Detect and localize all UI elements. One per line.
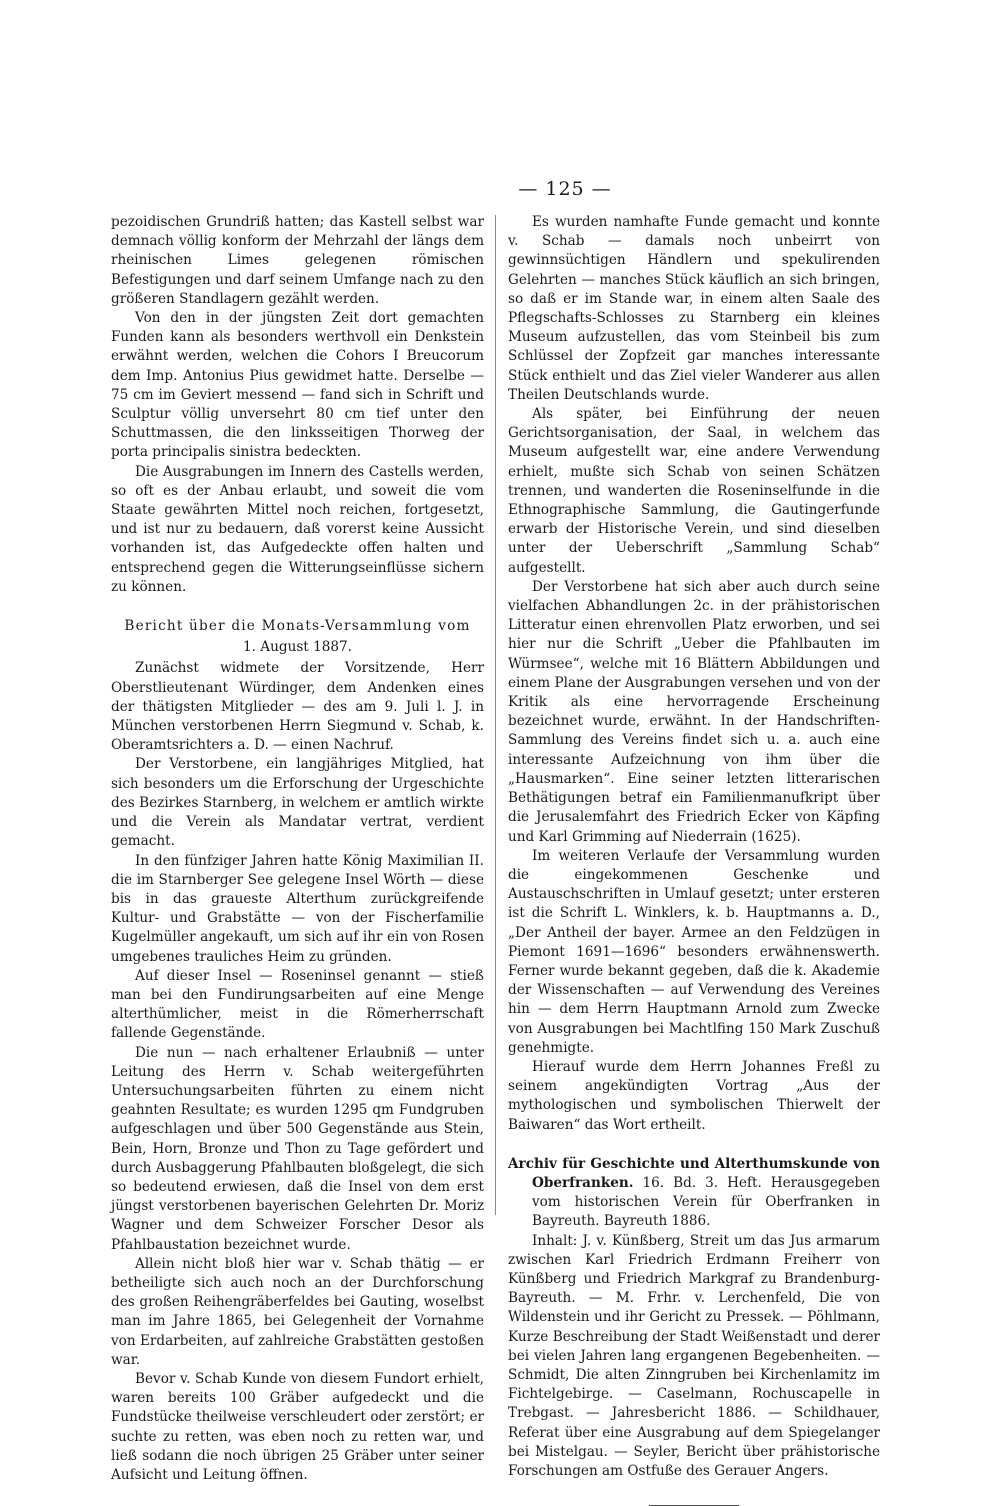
paragraph: Die Ausgrabungen im Innern des Castells werden, so oft es der Anbau erlaubt, und soweit die vom Staate gewährten Mittel noch reichen, fortgesetzt, und ist nur zu bedauern, daß vorerst keine Aussicht vorhanden ist, das Aufgedeckte offen halten und entsprechend gegen die Witterungseinflüsse sichern zu können. bbox=[111, 463, 484, 595]
left-column bbox=[111, 213, 484, 1485]
paragraph: Inhalt: J. v. Künßberg, Streit um das Jus armarum zwischen Karl Friedrich Erdmann Freiherr von Künßberg und Friedrich Markgraf zu Brandenburg-Bayreuth. — M. Frhr. v. Lerchenfeld, Die von Wildenstein und ihr Gericht zu Pressek. — Pöhlmann, Kurze Beschreibung der Stadt Weißenstadt und derer bei vielen Jahren lang ergangenen Begebenheiten. — Schmidt, Die alten Zinngruben bei Kirchenlamitz im Fichtelgebirge. — Caselmann, Rochuscapelle in Trebgast. — Jahresbericht 1886. — Schildhauer, Referat über eine Ausgrabung auf dem Spiegelanger bei Mistelgau. — Seyler, Bericht über prähistorische Forschungen am Ostfuße des Gerauer Angers. bbox=[508, 1232, 880, 1479]
paragraph: Allein nicht bloß hier war v. Schab thätig — er betheiligte sich auch noch an der Durchforschung des großen Reihengräberfeldes bei Gauting, woselbst man im Jahre 1865, bei Gelegenheit der Vornahme von Erdarbeiten, auf zahlreiche Grabstätten gestoßen war. bbox=[111, 1255, 484, 1368]
paragraph: Im weiteren Verlaufe der Versammlung wurden die eingekommenen Geschenke und Austauschschriften in Umlauf gesetzt; unter ersteren ist die Schrift L. Winklers, k. b. Hauptmanns a. D., „Der Antheil der bayer. Armee an den Feldzügen in Piemont 1691—1696“ besonders erwähnenswerth. Ferner wurde bekannt gegeben, daß die k. Akademie der Wissenschaften — auf Verwendung des Vereines hin — dem Herrn Hauptmann Arnold zum Zwecke von Ausgrabungen bei Machtlfing 150 Mark Zuschuß genehmigte. bbox=[508, 847, 880, 1056]
section-heading: Bericht über die Monats-Versammlung vom bbox=[124, 618, 471, 635]
bibliographic-entry bbox=[508, 1155, 880, 1232]
paragraph: Zunächst widmete der Vorsitzende, Herr Oberstlieutenant Würdinger, dem Andenken eines der thätigsten Mitglieder — des am 9. Juli l. J. in München verstorbenen Herrn Siegmund v. Schab, k. Oberamtsrichters a. D. — einen Nachruf. bbox=[111, 660, 484, 754]
page-number: — 125 — bbox=[518, 178, 612, 200]
paragraph: Als später, bei Einführung der neuen Gerichtsorganisation, der Saal, in welchem das Museum aufgestellt war, eine andere Verwendung erhielt, mußte sich Schab von seinen Schätzen trennen, und wanderten die Roseninselfunde in die Ethnographische Sammlung, die Gautingerfunde erwarb der Historische Verein, und sind dieselben unter der Ueberschrift „Sammlung Schab“ aufgestellt. bbox=[508, 406, 880, 576]
paragraph: pezoidischen Grundriß hatten; das Kastell selbst war demnach völlig konform der Mehrzahl der längs dem rheinischen Limes gelegenen römischen Befestigungen und darf seinem Umfange nach zu den größeren Standlagern gezählt werden. bbox=[111, 214, 484, 307]
paragraph: Der Verstorbene hat sich aber auch durch seine vielfachen Abhandlungen 2c. in der prähistorischen Litteratur einen ehrenvollen Platz erworben, und sei hier nur die Schrift „Ueber die Pfahlbauten im Würmsee“, welche mit 16 Blättern Abbildungen und einem Plane der Ausgrabungen versehen und von der Kritik als eine hervorragende Erscheinung bezeichnet wurde, erwähnt. In der Handschriften-Sammlung des Vereins findet sich u. a. auch eine interessante Aufzeichnung von ihm über die „Hausmarken“. Eine seiner letzten litterarischen Bethätigungen betraf ein Familienmanufkript über die Jerusalemfahrt des Friedrich Ecker von Käpfing und Karl Grimming auf Niederrain (1625). bbox=[508, 578, 880, 845]
paragraph: Die nun — nach erhaltener Erlaubniß — unter Leitung des Herrn v. Schab weitergeführten Untersuchungsarbeiten führten zu einem nicht geahnten Resultate; es wurden 1295 qm Fundgruben aufgeschlagen und über 500 Gegenstände aus Stein, Bein, Horn, Bronze und Thon zu Tage gefördert und durch Ausbaggerung Pfahlbauten bloßgelegt, die sich so bedeutend erwiesen, daß die Insel von dem erst jüngst verstorbenen bayerischen Gelehrten Dr. Moriz Wagner und dem Schweizer Forscher Desor als Pfahlbaustation bezeichnet wurde. bbox=[111, 1044, 484, 1253]
right-column bbox=[508, 213, 880, 1506]
paragraph: Der Verstorbene, ein langjähriges Mitglied, hat sich besonders um die Erforschung der Urgeschichte des Bezirkes Starnberg, in welchem er amtlich wirkte und die Verein als Mandatar vertrat, verdient gemacht. bbox=[111, 756, 484, 850]
paragraph: Hierauf wurde dem Herrn Johannes Freßl zu seinem angekündigten Vortrag „Aus der mythologischen und symbolischen Thierwelt der Baiwaren“ das Wort ertheilt. bbox=[508, 1058, 880, 1133]
section-heading-date: 1. August 1887. bbox=[243, 639, 352, 656]
journal-details: 16. Bd. 3. Heft. Herausgegeben vom historischen Verein für Oberfranken in Bayreuth. Bayreuth 1886. bbox=[532, 1174, 880, 1230]
paragraph: Auf dieser Insel — Roseninsel genannt — stieß man bei den Fundirungsarbeiten auf eine Menge alterthümlicher, meist in die Römerherrschaft fallende Gegenstände. bbox=[111, 967, 484, 1042]
journal-title: Archiv für Geschichte und Alterthumskunde von Oberfranken. bbox=[508, 1155, 880, 1191]
paragraph: In den fünfziger Jahren hatte König Maximilian II. die im Starnberger See gelegene Insel Wörth — diese bis in das graueste Alterthum zurückgreifende Kultur- und Grabstätte — von der Fischerfamilie Kugelmüller angekauft, um sich auf ihr ein von Rosen umgebenes trauliches Heim zu gründen. bbox=[111, 852, 484, 965]
column-divider bbox=[495, 215, 496, 1215]
paragraph: Es wurden namhafte Funde gemacht und konnte v. Schab — damals noch unbeirrt von gewinnsüchtigen Händlern und spekulirenden Gelehrten — manches Stück käuflich an sich bringen, so daß er im Stande war, in einem alten Saale des Pflegschafts-Schlosses zu Starnberg ein kleines Museum aufzustellen, das vom Steinbeil bis zum Schlüssel der Zopfzeit gar manches interessante Stück enthielt und das Ziel vieler Wanderer aus allen Theilen Deutschlands wurde. bbox=[508, 214, 880, 403]
paragraph: Bevor v. Schab Kunde von diesem Fundort erhielt, waren bereits 100 Gräber aufgedeckt und die Fundstücke theilweise verschleudert oder zerstört; er suchte zu retten, was eben noch zu retten war, und ließ sodann die noch übrigen 25 Gräber unter seiner Aufsicht und Leitung öffnen. bbox=[111, 1370, 484, 1483]
paragraph: Von den in der jüngsten Zeit dort gemachten Funden kann als besonders werthvoll ein Denkstein erwähnt werden, welchen die Cohors I Breucorum dem Imp. Antonius Pius gewidmet hatte. Derselbe — 75 cm im Geviert messend — fand sich in Schrift und Sculptur völlig unversehrt 80 cm tief unter den Schuttmassen, die den linksseitigen Thorweg der porta principalis sinistra bedeckten. bbox=[111, 310, 484, 461]
